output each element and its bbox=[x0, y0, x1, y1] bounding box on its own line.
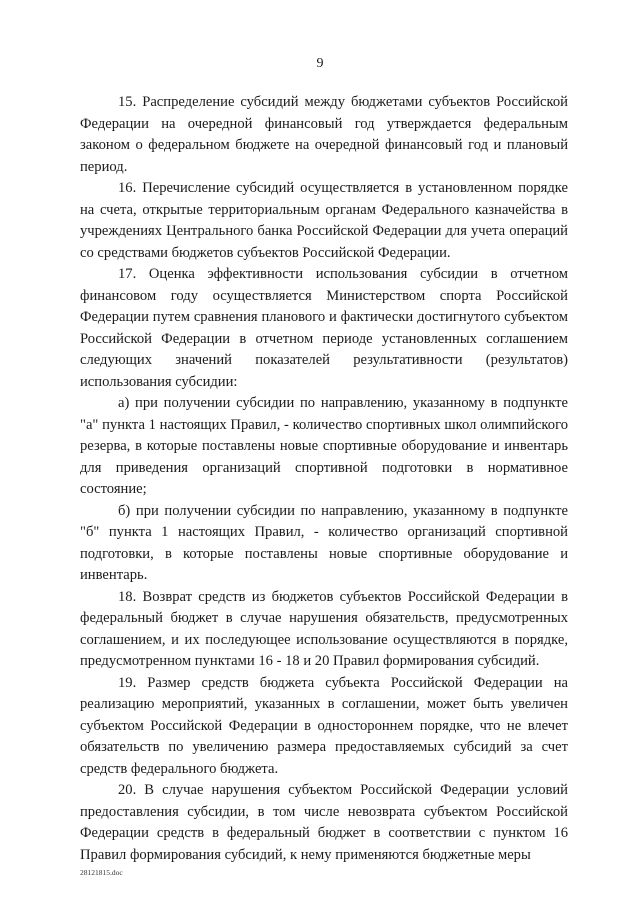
document-body bbox=[80, 92, 568, 866]
page-number: 9 bbox=[316, 56, 324, 71]
paragraph-18: 18. Возврат средств из бюджетов субъектов Российской Федерации в федеральный бюджет в случае нарушения обязательств, предусмотренных соглашением, и их последующее использование осуществляются в порядке, предусмотренном пунктами 16 - 18 и 20 Правил формирования субсидий. bbox=[80, 588, 568, 669]
paragraph-20: 20. В случае нарушения субъектом Российской Федерации условий предоставления субсидии, в том числе невозврата субъектом Российской Федерации средств в федеральный бюджет в соответствии с пунктом 16 Правил формирования субсидий, к нему применяются бюджетные меры bbox=[80, 782, 568, 863]
paragraph-17-b: б) при получении субсидии по направлению, указанному в подпункте "б" пункта 1 настоящих Правил, - количество организаций спортивной подготовки, в которые поставлены новые спортивные оборудование и инвентарь. bbox=[80, 502, 568, 583]
paragraph-19: 19. Размер средств бюджета субъекта Российской Федерации на реализацию мероприятий, указанных в соглашении, может быть увеличен субъектом Российской Федерации в одностороннем порядке, что не влечет обязательств по увеличению размера предоставляемых субсидий за счет средств федерального бюджета. bbox=[80, 674, 568, 777]
footer-filename: 28121815.doc bbox=[80, 868, 123, 877]
paragraph-16: 16. Перечисление субсидий осуществляется в установленном порядке на счета, открытые территориальным органам Федерального казначейства в учреждениях Центрального банка Российской Федерации для учета операций со средствами бюджетов субъектов Российской Федерации. bbox=[80, 180, 568, 261]
paragraph-17-a: а) при получении субсидии по направлению, указанному в подпункте "а" пункта 1 настоящих Правил, - количество спортивных школ олимпийского резерва, в которые поставлены новые спортивные оборудование и инвентарь для приведения организаций спортивной подготовки в нормативное состояние; bbox=[80, 395, 568, 497]
paragraph-15: 15. Распределение субсидий между бюджетами субъектов Российской Федерации на очередной финансовый год утверждается федеральным законом о федеральном бюджете на очередной финансовый год и плановый период. bbox=[80, 94, 568, 175]
paragraph-17: 17. Оценка эффективности использования субсидии в отчетном финансовом году осуществляется Министерством спорта Российской Федерации путем сравнения планового и фактически достигнутого субъектом Российской Федерации в отчетном периоде установленных соглашением следующих значений показателей результативности (результатов) использования субсидии: bbox=[80, 266, 568, 390]
